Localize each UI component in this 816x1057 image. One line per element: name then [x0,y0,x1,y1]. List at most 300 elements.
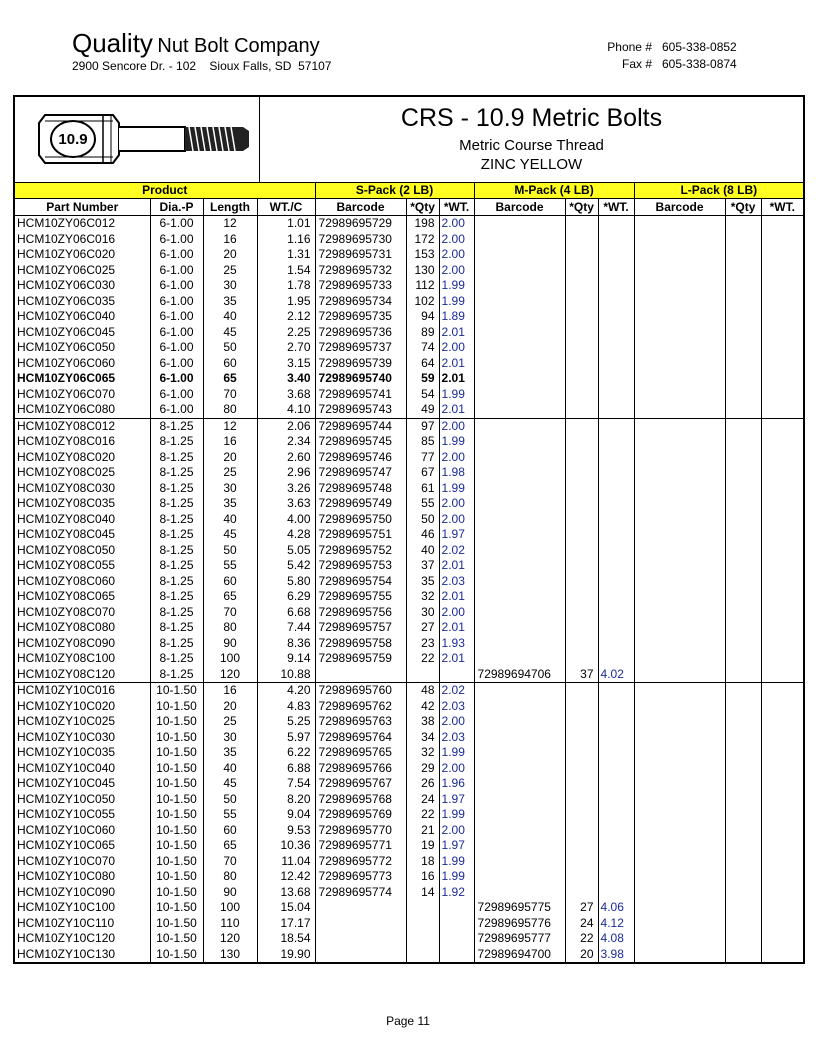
table-cell [598,683,634,699]
table-cell: 18.54 [257,931,315,947]
table-row [15,232,803,248]
table-cell [315,931,406,947]
table-cell: 8.36 [257,636,315,652]
table-cell: 1.97 [439,838,474,854]
table-cell [634,699,725,715]
table-cell: HCM10ZY10C030 [17,729,116,744]
table-cell: 20 [203,699,257,715]
column-header: Part Number [15,199,150,216]
table-cell [474,418,565,434]
table-cell [598,216,634,232]
table-cell: 1.97 [439,527,474,543]
company-name [72,28,320,59]
table-cell: 2.00 [439,418,474,434]
table-cell [725,931,761,947]
table-cell: 40 [203,309,257,325]
table-row [15,885,803,901]
table-cell: 94 [406,309,439,325]
table-cell: 50 [203,543,257,559]
table-cell [598,730,634,746]
table-cell [598,761,634,777]
table-cell [598,807,634,823]
table-cell: 70 [203,387,257,403]
table-cell: 72989695764 [315,730,406,746]
table-cell [634,636,725,652]
table-cell [598,309,634,325]
table-cell [565,885,598,901]
table-cell: 72989695771 [315,838,406,854]
table-cell [565,481,598,497]
table-cell [634,232,725,248]
table-cell [565,776,598,792]
table-cell [565,465,598,481]
table-cell [439,900,474,916]
table-cell: 4.12 [598,916,634,932]
table-cell: 8-1.25 [150,465,203,481]
table-cell: HCM10ZY06C020 [17,247,116,262]
table-cell: 10-1.50 [150,776,203,792]
table-cell [598,823,634,839]
table-cell: 6-1.00 [150,294,203,310]
table-cell [634,450,725,466]
table-cell: 16 [203,232,257,248]
price-table [15,183,803,962]
table-cell: 46 [406,527,439,543]
table-cell [406,667,439,683]
table-cell: 12 [203,418,257,434]
table-cell [761,885,803,901]
table-cell [474,838,565,854]
table-cell [598,325,634,341]
page-title: CRS - 10.9 Metric Bolts [400,104,663,132]
table-row [15,278,803,294]
table-row [15,854,803,870]
table-cell: 10-1.50 [150,683,203,699]
table-cell: 2.03 [439,699,474,715]
table-cell: HCM10ZY08C040 [17,511,116,526]
table-cell: 61 [406,481,439,497]
table-cell: 72989695732 [315,263,406,279]
table-cell [761,216,803,232]
column-header: Barcode [315,199,406,216]
table-cell [565,699,598,715]
table-cell: 110 [203,916,257,932]
table-cell: 16 [406,869,439,885]
table-cell: 50 [203,792,257,808]
table-cell: 10-1.50 [150,761,203,777]
table-cell: 35 [406,574,439,590]
table-cell: 72989695733 [315,278,406,294]
table-cell: 25 [203,263,257,279]
table-cell: 38 [406,714,439,730]
table-cell: 3.68 [257,387,315,403]
table-cell: 11.04 [257,854,315,870]
table-cell [634,216,725,232]
table-cell [725,325,761,341]
table-cell: 55 [203,558,257,574]
table-cell: 8-1.25 [150,481,203,497]
table-cell: 72989695766 [315,761,406,777]
table-cell: HCM10ZY10C080 [17,869,116,884]
table-cell [634,263,725,279]
table-cell [598,574,634,590]
table-cell [565,636,598,652]
table-cell: 2.01 [439,651,474,667]
table-cell [565,512,598,528]
table-cell: 72989695750 [315,512,406,528]
column-header: Barcode [634,199,725,216]
table-cell: 70 [203,854,257,870]
table-cell [598,699,634,715]
table-cell: 72989695729 [315,216,406,232]
table-cell [725,481,761,497]
table-cell: HCM10ZY08C025 [17,465,116,480]
table-cell [725,527,761,543]
table-cell: 60 [203,356,257,372]
table-cell: 2.00 [439,216,474,232]
table-cell: 4.10 [257,402,315,418]
table-cell: 4.20 [257,683,315,699]
table-cell [474,402,565,418]
table-cell [761,465,803,481]
table-cell: 1.99 [439,294,474,310]
table-cell: 42 [406,699,439,715]
table-cell [598,340,634,356]
table-cell: 1.89 [439,309,474,325]
table-cell [725,792,761,808]
table-cell [439,931,474,947]
table-cell [634,838,725,854]
fax-number: 605-338-0874 [662,57,737,71]
table-cell: 8-1.25 [150,512,203,528]
table-cell: HCM10ZY06C045 [17,324,116,339]
table-cell: HCM10ZY08C020 [17,449,116,464]
table-cell: 8-1.25 [150,558,203,574]
table-cell [725,807,761,823]
table-cell: 1.99 [439,387,474,403]
table-cell [315,900,406,916]
table-cell: 72989695734 [315,294,406,310]
table-cell: 8-1.25 [150,434,203,450]
table-cell: 2.00 [439,605,474,621]
table-cell: 1.99 [439,745,474,761]
table-cell: 72989695748 [315,481,406,497]
table-cell: 72989695747 [315,465,406,481]
table-cell [725,823,761,839]
table-cell: 1.16 [257,232,315,248]
table-cell [565,371,598,387]
table-cell: 10.88 [257,667,315,683]
table-cell: 8-1.25 [150,620,203,636]
table-cell [761,356,803,372]
table-cell: 30 [203,481,257,497]
table-cell [725,512,761,528]
table-cell: 74 [406,340,439,356]
table-cell: 8-1.25 [150,574,203,590]
table-cell [598,558,634,574]
table-cell: 2.00 [439,450,474,466]
table-cell [598,247,634,263]
table-cell: 72989695745 [315,434,406,450]
table-row [15,869,803,885]
table-cell: 72989694700 [474,947,565,963]
table-cell [474,636,565,652]
table-cell: 45 [203,776,257,792]
table-cell [439,947,474,963]
table-cell: 90 [203,636,257,652]
table-cell: 8-1.25 [150,527,203,543]
table-cell [761,947,803,963]
table-cell [598,543,634,559]
table-cell: 10-1.50 [150,931,203,947]
table-cell: 6-1.00 [150,278,203,294]
table-cell [598,527,634,543]
table-cell: 1.96 [439,776,474,792]
table-cell: 2.01 [439,325,474,341]
table-cell: 49 [406,402,439,418]
table-cell [598,232,634,248]
table-cell [761,838,803,854]
table-cell: 10-1.50 [150,823,203,839]
table-body [15,183,803,962]
table-cell [474,309,565,325]
table-cell: 10-1.50 [150,792,203,808]
table-cell: 172 [406,232,439,248]
table-cell: 1.92 [439,885,474,901]
catalog-header [15,97,803,183]
phone-label: Phone # [607,40,652,54]
table-cell: 8.20 [257,792,315,808]
table-cell: 77 [406,450,439,466]
table-cell [634,683,725,699]
table-cell [761,278,803,294]
table-cell: 80 [203,620,257,636]
table-cell [725,838,761,854]
table-cell: 9.53 [257,823,315,839]
column-header: *WT. [761,199,803,216]
table-cell [474,714,565,730]
table-cell [565,418,598,434]
table-cell [565,558,598,574]
table-cell [474,807,565,823]
table-cell: 45 [203,527,257,543]
table-cell [725,340,761,356]
table-cell [634,574,725,590]
table-cell: 112 [406,278,439,294]
table-cell: 72989695777 [474,931,565,947]
table-cell [474,496,565,512]
table-cell [761,667,803,683]
table-cell [761,402,803,418]
bolt-icon [15,97,259,182]
table-cell: HCM10ZY10C050 [17,791,116,806]
group-l-pack: L-Pack (8 LB) [634,183,803,199]
table-row [15,263,803,279]
table-cell: 72989695775 [474,900,565,916]
table-row [15,481,803,497]
table-cell: 16 [203,434,257,450]
table-cell: 8-1.25 [150,667,203,683]
column-header-row [15,199,803,216]
table-cell [761,792,803,808]
table-cell [565,309,598,325]
table-cell: 10-1.50 [150,854,203,870]
table-cell [761,232,803,248]
table-cell [725,496,761,512]
table-cell: 7.54 [257,776,315,792]
table-cell: 72989695755 [315,589,406,605]
table-cell: 12 [203,216,257,232]
table-cell: 72989695752 [315,543,406,559]
table-cell [761,527,803,543]
table-cell [634,589,725,605]
table-cell [634,885,725,901]
table-cell: 4.28 [257,527,315,543]
table-cell: HCM10ZY08C035 [17,496,116,511]
table-cell: 6-1.00 [150,325,203,341]
table-cell [634,761,725,777]
table-cell: 3.26 [257,481,315,497]
table-cell [598,869,634,885]
table-cell: 2.00 [439,512,474,528]
table-cell [725,605,761,621]
table-cell [725,916,761,932]
table-cell [761,371,803,387]
table-cell: 7.44 [257,620,315,636]
table-cell: HCM10ZY06C025 [17,262,116,277]
table-row [15,651,803,667]
table-cell: HCM10ZY06C065 [17,371,116,386]
table-cell: 3.15 [257,356,315,372]
table-cell [725,869,761,885]
table-cell [474,371,565,387]
table-cell: HCM10ZY08C016 [17,434,116,449]
table-cell: 72989695731 [315,247,406,263]
table-cell [634,543,725,559]
table-cell [565,402,598,418]
column-header: Length [203,199,257,216]
table-cell [474,387,565,403]
table-cell [634,714,725,730]
table-cell [725,699,761,715]
table-cell [725,947,761,963]
table-cell [565,278,598,294]
table-cell [634,605,725,621]
table-cell [634,620,725,636]
table-cell: 29 [406,761,439,777]
table-cell: HCM10ZY08C120 [17,666,116,681]
table-row [15,450,803,466]
table-cell [634,340,725,356]
table-cell: 6.22 [257,745,315,761]
table-row [15,387,803,403]
table-cell [634,807,725,823]
table-cell [474,620,565,636]
table-cell [761,900,803,916]
table-cell [761,730,803,746]
table-cell [565,450,598,466]
table-cell [761,636,803,652]
table-cell [725,683,761,699]
table-cell: 45 [203,325,257,341]
table-cell: 72989695751 [315,527,406,543]
table-cell: 20 [565,947,598,963]
title-block [260,97,803,182]
column-header: *Qty [725,199,761,216]
table-cell: 10.36 [257,838,315,854]
table-cell: 14 [406,885,439,901]
table-cell: 6-1.00 [150,263,203,279]
table-cell: 40 [406,543,439,559]
table-cell [474,340,565,356]
table-cell [634,512,725,528]
table-cell: 72989695743 [315,402,406,418]
table-row [15,371,803,387]
table-cell: 2.34 [257,434,315,450]
table-cell: 97 [406,418,439,434]
table-cell: HCM10ZY10C060 [17,822,116,837]
table-cell: 6-1.00 [150,356,203,372]
table-row [15,216,803,232]
table-cell [474,605,565,621]
table-cell [565,730,598,746]
table-row [15,294,803,310]
company-name-quality: Quality [72,28,153,58]
table-cell: 1.99 [439,434,474,450]
table-cell: 4.00 [257,512,315,528]
table-cell [565,838,598,854]
table-cell: 22 [406,807,439,823]
table-row [15,402,803,418]
table-cell: 8-1.25 [150,496,203,512]
table-cell [725,745,761,761]
table-cell: 72989695749 [315,496,406,512]
table-cell: HCM10ZY06C035 [17,293,116,308]
table-row [15,636,803,652]
table-cell: HCM10ZY08C050 [17,542,116,557]
table-cell: 6-1.00 [150,247,203,263]
table-cell [598,418,634,434]
table-cell [598,589,634,605]
table-cell: HCM10ZY10C025 [17,714,116,729]
table-row [15,900,803,916]
table-cell [725,885,761,901]
table-cell [565,325,598,341]
table-cell: 32 [406,745,439,761]
table-cell [634,823,725,839]
table-cell [761,916,803,932]
table-cell [598,885,634,901]
table-cell [474,527,565,543]
table-cell: 67 [406,465,439,481]
table-cell [725,558,761,574]
table-cell [761,761,803,777]
table-cell [474,745,565,761]
table-cell [761,854,803,870]
table-cell [634,792,725,808]
table-cell [761,418,803,434]
table-cell: HCM10ZY06C080 [17,402,116,417]
table-cell [598,854,634,870]
table-cell: 30 [203,730,257,746]
table-cell: 6.68 [257,605,315,621]
table-cell [598,278,634,294]
table-cell: HCM10ZY10C016 [15,683,150,699]
table-cell: 24 [565,916,598,932]
table-cell: 1.31 [257,247,315,263]
table-cell [565,340,598,356]
table-row [15,776,803,792]
